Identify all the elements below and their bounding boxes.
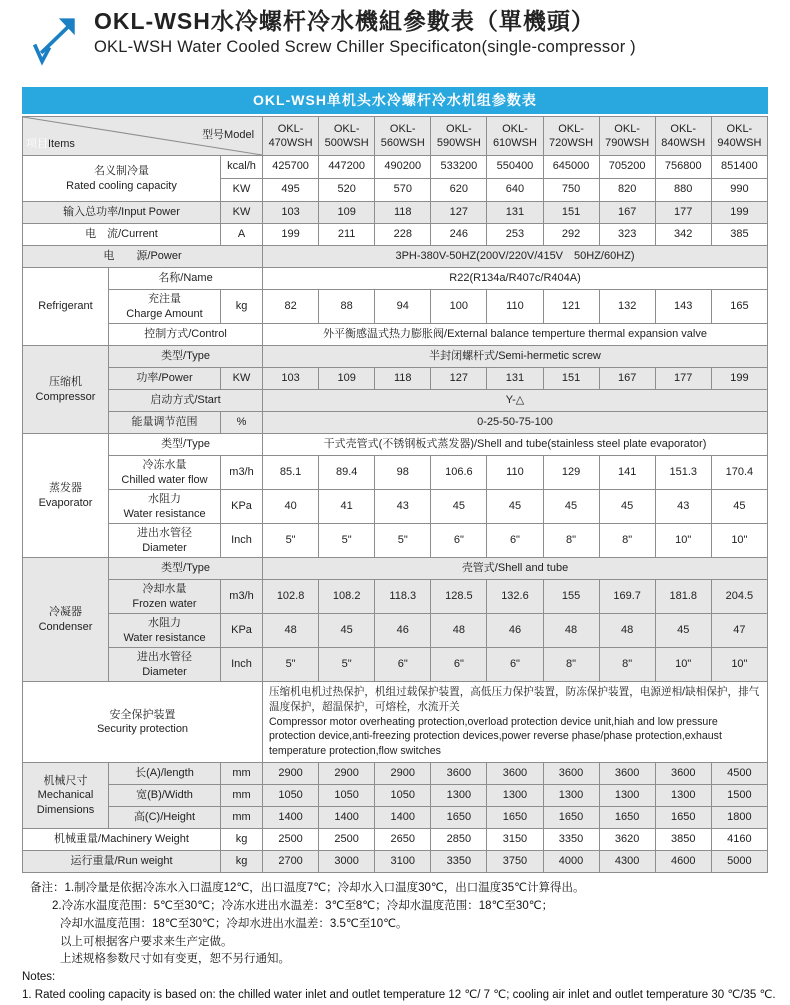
label-cell: 安全保护装置 Security protection — [23, 682, 263, 763]
table-row — [23, 785, 768, 807]
value-cell: 45 — [319, 614, 375, 648]
unit-cell: kg — [221, 851, 263, 873]
model-header-cell: OKL- 720WSH — [543, 117, 599, 156]
value-cell: 2700 — [263, 851, 319, 873]
value-cell: 10" — [655, 524, 711, 558]
value-cell: 4300 — [599, 851, 655, 873]
label-cell: 冷却水量 Frozen water — [109, 580, 221, 614]
value-cell: 2650 — [375, 829, 431, 851]
value-cell: 3600 — [543, 763, 599, 785]
model-header-cell: OKL- 610WSH — [487, 117, 543, 156]
value-cell: 151 — [543, 368, 599, 390]
value-cell: 246 — [431, 224, 487, 246]
label-cell: 控制方式/Control — [109, 324, 263, 346]
value-cell: 46 — [487, 614, 543, 648]
table-row — [23, 224, 768, 246]
value-cell: 131 — [487, 368, 543, 390]
value-cell: 1400 — [263, 807, 319, 829]
value-cell: 8" — [599, 648, 655, 682]
value-cell: 4000 — [543, 851, 599, 873]
value-cell: 2900 — [319, 763, 375, 785]
value-cell: 640 — [487, 179, 543, 202]
unit-cell: KPa — [221, 490, 263, 524]
value-cell: 45 — [543, 490, 599, 524]
value-cell: 820 — [599, 179, 655, 202]
span-value-cell: 半封闭螺杆式/Semi-hermetic screw — [263, 346, 768, 368]
value-cell: 45 — [487, 490, 543, 524]
value-cell: 118 — [375, 368, 431, 390]
value-cell: 1300 — [543, 785, 599, 807]
value-cell: 3600 — [431, 763, 487, 785]
value-cell: 48 — [431, 614, 487, 648]
value-cell: 3620 — [599, 829, 655, 851]
page-subtitle: OKL-WSH Water Cooled Screw Chiller Specificaton(single-compressor ) — [94, 37, 636, 56]
value-cell: 3850 — [655, 829, 711, 851]
value-cell: 3600 — [599, 763, 655, 785]
value-cell: 1400 — [375, 807, 431, 829]
notes-block — [22, 880, 790, 1005]
value-cell: 880 — [655, 179, 711, 202]
value-cell: 103 — [263, 368, 319, 390]
value-cell: 3750 — [487, 851, 543, 873]
value-cell: 5" — [319, 648, 375, 682]
value-cell: 4600 — [655, 851, 711, 873]
section-cell: 机械尺寸 Mechanical Dimensions — [23, 763, 109, 829]
value-cell: 45 — [655, 614, 711, 648]
value-cell: 3000 — [319, 851, 375, 873]
unit-cell: KW — [221, 368, 263, 390]
value-cell: 177 — [655, 202, 711, 224]
value-cell: 447200 — [319, 156, 375, 179]
value-cell: 323 — [599, 224, 655, 246]
value-cell: 151 — [543, 202, 599, 224]
label-cell: 机械重量/Machinery Weight — [23, 829, 221, 851]
value-cell: 6" — [375, 648, 431, 682]
value-cell: 41 — [319, 490, 375, 524]
label-cell: 水阻力 Water resistance — [109, 614, 221, 648]
model-header-cell: OKL- 470WSH — [263, 117, 319, 156]
value-cell: 3350 — [431, 851, 487, 873]
corner-header-cell — [23, 117, 263, 156]
span-value-cell: R22(R134a/R407c/R404A) — [263, 268, 768, 290]
label-cell: 长(A)/length — [109, 763, 221, 785]
unit-cell: KW — [221, 179, 263, 202]
unit-cell: mm — [221, 763, 263, 785]
model-header-cell: OKL- 560WSH — [375, 117, 431, 156]
value-cell: 342 — [655, 224, 711, 246]
table-row — [23, 829, 768, 851]
arrow-logo-icon — [28, 10, 86, 66]
value-cell: 170.4 — [711, 456, 767, 490]
section-cell: 蒸发器 Evaporator — [23, 434, 109, 558]
value-cell: 533200 — [431, 156, 487, 179]
value-cell: 199 — [711, 368, 767, 390]
value-cell: 110 — [487, 456, 543, 490]
value-cell: 98 — [375, 456, 431, 490]
value-cell: 110 — [487, 290, 543, 324]
value-cell: 10" — [711, 648, 767, 682]
value-cell: 520 — [319, 179, 375, 202]
section-cell: Refrigerant — [23, 268, 109, 346]
value-cell: 109 — [319, 202, 375, 224]
value-cell: 48 — [543, 614, 599, 648]
value-cell: 228 — [375, 224, 431, 246]
value-cell: 10" — [711, 524, 767, 558]
value-cell: 645000 — [543, 156, 599, 179]
unit-cell: kg — [221, 829, 263, 851]
unit-cell: Inch — [221, 524, 263, 558]
value-cell: 8" — [543, 524, 599, 558]
value-cell: 1300 — [431, 785, 487, 807]
value-cell: 1650 — [431, 807, 487, 829]
value-cell: 143 — [655, 290, 711, 324]
value-cell: 151.3 — [655, 456, 711, 490]
label-cell: 电 源/Power — [23, 246, 263, 268]
value-cell: 6" — [487, 524, 543, 558]
span-value-cell: 壳管式/Shell and tube — [263, 558, 768, 580]
span-value-cell: 干式壳管式(不锈钢板式蒸发器)/Shell and tube(stainless steel plate evaporator) — [263, 434, 768, 456]
unit-cell: % — [221, 412, 263, 434]
unit-cell: mm — [221, 807, 263, 829]
value-cell: 121 — [543, 290, 599, 324]
value-cell: 385 — [711, 224, 767, 246]
table-row — [23, 156, 768, 179]
value-cell: 181.8 — [655, 580, 711, 614]
note-line: 备注：1.制冷量是依据冷冻水入口温度12℃，出口温度7℃；冷却水入口温度30℃，出口温度35℃计算得出。 — [30, 882, 585, 895]
value-cell: 5000 — [711, 851, 767, 873]
label-cell: 类型/Type — [109, 346, 263, 368]
label-cell: 进出水管径 Diameter — [109, 524, 221, 558]
section-cell: 冷凝器 Condenser — [23, 558, 109, 682]
value-cell: 990 — [711, 179, 767, 202]
note-line: 上述规格参数尺寸如有变更，恕不另行通知。 — [60, 953, 290, 966]
value-cell: 756800 — [655, 156, 711, 179]
value-cell: 570 — [375, 179, 431, 202]
value-cell: 199 — [263, 224, 319, 246]
value-cell: 131 — [487, 202, 543, 224]
value-cell: 851400 — [711, 156, 767, 179]
unit-cell: mm — [221, 785, 263, 807]
unit-cell: KW — [221, 202, 263, 224]
model-header-cell: OKL- 940WSH — [711, 117, 767, 156]
table-row — [23, 580, 768, 614]
table-row — [23, 390, 768, 412]
model-label: 型号Model — [202, 129, 255, 142]
items-label-en: Items — [48, 138, 75, 151]
table-row — [23, 368, 768, 390]
value-cell: 620 — [431, 179, 487, 202]
label-cell: 高(C)/Height — [109, 807, 221, 829]
value-cell: 109 — [319, 368, 375, 390]
value-cell: 47 — [711, 614, 767, 648]
value-cell: 167 — [599, 202, 655, 224]
value-cell: 108.2 — [319, 580, 375, 614]
value-cell: 3600 — [655, 763, 711, 785]
value-cell: 40 — [263, 490, 319, 524]
value-cell: 155 — [543, 580, 599, 614]
table-row — [23, 558, 768, 580]
value-cell: 6" — [431, 524, 487, 558]
value-cell: 2850 — [431, 829, 487, 851]
value-cell: 4500 — [711, 763, 767, 785]
value-cell: 1800 — [711, 807, 767, 829]
table-row — [23, 290, 768, 324]
table-row — [23, 851, 768, 873]
value-cell: 2900 — [375, 763, 431, 785]
unit-cell: Inch — [221, 648, 263, 682]
value-cell: 3150 — [487, 829, 543, 851]
value-cell: 129 — [543, 456, 599, 490]
value-cell: 5" — [263, 648, 319, 682]
table-row — [23, 763, 768, 785]
span-value-cell: Y-△ — [263, 390, 768, 412]
span-value-cell: 0-25-50-75-100 — [263, 412, 768, 434]
value-cell: 165 — [711, 290, 767, 324]
value-cell: 48 — [599, 614, 655, 648]
value-cell: 292 — [543, 224, 599, 246]
table-row — [23, 682, 768, 763]
label-cell: 能量调节范围 — [109, 412, 221, 434]
value-cell: 132 — [599, 290, 655, 324]
value-cell: 45 — [711, 490, 767, 524]
value-cell: 46 — [375, 614, 431, 648]
value-cell: 1300 — [655, 785, 711, 807]
items-label — [26, 138, 75, 152]
value-cell: 8" — [543, 648, 599, 682]
value-cell: 128.5 — [431, 580, 487, 614]
section-cell: 压缩机 Compressor — [23, 346, 109, 434]
value-cell: 705200 — [599, 156, 655, 179]
unit-cell: A — [221, 224, 263, 246]
value-cell: 48 — [263, 614, 319, 648]
unit-cell: m3/h — [221, 456, 263, 490]
value-cell: 1300 — [487, 785, 543, 807]
value-cell: 8" — [599, 524, 655, 558]
value-cell: 43 — [375, 490, 431, 524]
unit-cell: m3/h — [221, 580, 263, 614]
note-line: 1. Rated cooling capacity is based on: the chilled water inlet and outlet temperature 12 ℃/ 7 ℃; cooling air inlet and outlet temperature 30 ℃/35 ℃. — [22, 989, 776, 1002]
items-label-zh: 项目 — [26, 138, 48, 151]
value-cell: 4160 — [711, 829, 767, 851]
value-cell: 10" — [655, 648, 711, 682]
label-cell: 启动方式/Start — [109, 390, 263, 412]
value-cell: 127 — [431, 202, 487, 224]
value-cell: 425700 — [263, 156, 319, 179]
value-cell: 5" — [375, 524, 431, 558]
value-cell: 6" — [487, 648, 543, 682]
value-cell: 89.4 — [319, 456, 375, 490]
value-cell: 253 — [487, 224, 543, 246]
table-row — [23, 524, 768, 558]
value-cell: 2500 — [263, 829, 319, 851]
value-cell: 495 — [263, 179, 319, 202]
note-line: Notes: — [22, 971, 56, 984]
table-banner-title: OKL-WSH单机头水冷螺杆冷水机组参数表 — [22, 87, 768, 114]
value-cell: 1050 — [263, 785, 319, 807]
value-cell: 750 — [543, 179, 599, 202]
value-cell: 43 — [655, 490, 711, 524]
value-cell: 100 — [431, 290, 487, 324]
unit-cell: kcal/h — [221, 156, 263, 179]
value-cell: 3100 — [375, 851, 431, 873]
label-cell: 功率/Power — [109, 368, 221, 390]
value-cell: 85.1 — [263, 456, 319, 490]
label-cell: 输入总功率/Input Power — [23, 202, 221, 224]
value-cell: 127 — [431, 368, 487, 390]
model-header-row — [23, 117, 768, 156]
value-cell: 3350 — [543, 829, 599, 851]
page-title: OKL-WSH水冷螺杆冷水機組參數表（單機頭） — [94, 8, 595, 34]
note-line: 冷却水温度范围：18℃至30℃；冷却水进出水温差：3.5℃至10℃。 — [60, 917, 408, 930]
value-cell: 211 — [319, 224, 375, 246]
value-cell: 1650 — [543, 807, 599, 829]
span-value-cell: 外平衡感温式热力膨胀阀/External balance temperture thermal expansion valve — [263, 324, 768, 346]
value-cell: 118 — [375, 202, 431, 224]
label-cell: 进出水管径 Diameter — [109, 648, 221, 682]
value-cell: 550400 — [487, 156, 543, 179]
value-cell: 204.5 — [711, 580, 767, 614]
value-cell: 82 — [263, 290, 319, 324]
note-line: 以上可根据客户要求来生产定做。 — [60, 935, 233, 948]
label-cell: 名称/Name — [109, 268, 263, 290]
label-cell: 名义制冷量 Rated cooling capacity — [23, 156, 221, 202]
note-line: 2.冷冻水温度范围：5℃至30℃；冷冻水进出水温差：3℃至8℃；冷却水温度范围：18℃至30℃； — [52, 899, 554, 912]
label-cell: 充注量 Charge Amount — [109, 290, 221, 324]
value-cell: 5" — [319, 524, 375, 558]
value-cell: 88 — [319, 290, 375, 324]
value-cell: 1650 — [599, 807, 655, 829]
label-cell: 冷冻水量 Chilled water flow — [109, 456, 221, 490]
value-cell: 132.6 — [487, 580, 543, 614]
value-cell: 199 — [711, 202, 767, 224]
value-cell: 141 — [599, 456, 655, 490]
value-cell: 167 — [599, 368, 655, 390]
unit-cell: KPa — [221, 614, 263, 648]
model-header-cell: OKL- 590WSH — [431, 117, 487, 156]
table-row — [23, 456, 768, 490]
value-cell: 103 — [263, 202, 319, 224]
value-cell: 118.3 — [375, 580, 431, 614]
label-cell: 类型/Type — [109, 434, 263, 456]
table-row — [23, 412, 768, 434]
value-cell: 102.8 — [263, 580, 319, 614]
label-cell: 电 流/Current — [23, 224, 221, 246]
table-row — [23, 268, 768, 290]
value-cell: 106.6 — [431, 456, 487, 490]
unit-cell: kg — [221, 290, 263, 324]
value-cell: 1400 — [319, 807, 375, 829]
table-row — [23, 246, 768, 268]
table-row — [23, 648, 768, 682]
value-cell: 3600 — [487, 763, 543, 785]
value-cell: 45 — [599, 490, 655, 524]
page-header — [0, 0, 790, 66]
table-row — [23, 807, 768, 829]
model-header-cell: OKL- 840WSH — [655, 117, 711, 156]
value-cell: 2500 — [319, 829, 375, 851]
value-cell: 5" — [263, 524, 319, 558]
table-row — [23, 346, 768, 368]
value-cell: 1650 — [655, 807, 711, 829]
table-row — [23, 434, 768, 456]
value-cell: 94 — [375, 290, 431, 324]
value-cell: 490200 — [375, 156, 431, 179]
table-row — [23, 202, 768, 224]
span-value-cell: 3PH-380V-50HZ(200V/220V/415V 50HZ/60HZ) — [263, 246, 768, 268]
value-cell: 177 — [655, 368, 711, 390]
value-cell: 1050 — [375, 785, 431, 807]
label-cell: 宽(B)/Width — [109, 785, 221, 807]
value-cell: 169.7 — [599, 580, 655, 614]
model-header-cell: OKL- 790WSH — [599, 117, 655, 156]
value-cell: 2900 — [263, 763, 319, 785]
model-header-cell: OKL- 500WSH — [319, 117, 375, 156]
spec-table — [22, 116, 768, 873]
table-row — [23, 490, 768, 524]
label-cell: 运行重量/Run weight — [23, 851, 221, 873]
value-cell: 6" — [431, 648, 487, 682]
table-row — [23, 324, 768, 346]
value-cell: 1300 — [599, 785, 655, 807]
value-cell: 45 — [431, 490, 487, 524]
value-cell: 1650 — [487, 807, 543, 829]
value-cell: 1500 — [711, 785, 767, 807]
span-value-cell: 压缩机电机过热保护，机组过载保护装置，高低压力保护装置，防冻保护装置，电源逆相/缺相保护，排气温度保护，超温保护，可熔栓，水流开关 Compressor motor overheating protection,overload protection device unit,hiah and low pressure protection device,anti-freezing protection devices,power reverse phase/phase protection,exhaust temperature protection,flow switches — [263, 682, 768, 763]
label-cell: 水阻力 Water resistance — [109, 490, 221, 524]
label-cell: 类型/Type — [109, 558, 263, 580]
table-row — [23, 614, 768, 648]
value-cell: 1050 — [319, 785, 375, 807]
